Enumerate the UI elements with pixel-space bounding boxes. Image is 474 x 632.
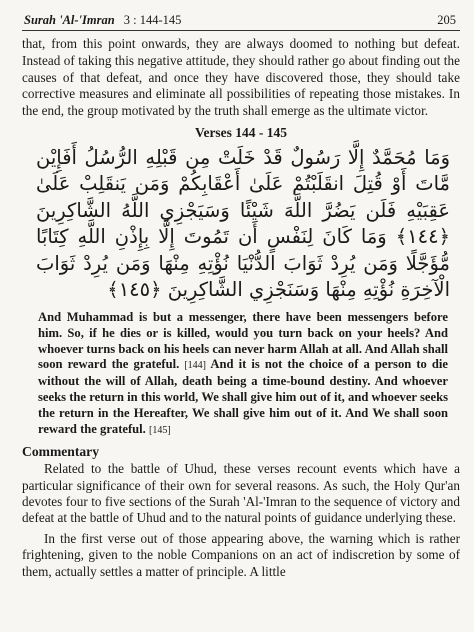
verses-heading: Verses 144 - 145 — [194, 124, 288, 140]
commentary-paragraph-2: In the first verse out of those appearing above, the warning which is rather frightening, given to the noble Companions on an act of indiscretion by some of them, actually settles a matter of principle. A little — [22, 531, 460, 579]
verse-translation — [38, 310, 448, 438]
commentary-paragraph-1: Related to the battle of Uhud, these verses recount events which have a particular significance of their own for several reasons. As such, the Holy Qur'an devotes four to five sections of the Surah 'Al-'Imran to the sequence of victory and defeat at the battle of Uhud and to the natural points of guidance underlying these. — [22, 461, 460, 525]
arabic-verses: وَمَا مُحَمَّدٌ إِلَّا رَسُولٌ قَدْ خَلَتْ مِن قَبْلِهِ الرُّسُلُ أَفَإِيْن مَّاتَ أَوْ قُتِلَ انقَلَبْتُمْ عَلَىٰ أَعْقَابِكُمْ وَمَن يَنقَلِبْ عَلَىٰ عَقِبَيْهِ فَلَن يَضُرَّ اللَّهَ شَيْئًا وَسَيَجْزِي اللَّهُ الشَّاكِرِينَ ﴿١٤٤﴾ وَمَا كَانَ لِنَفْسٍ أَن تَمُوتَ إِلَّا بِإِذْنِ اللَّهِ كِتَابًا مُّؤَجَّلًا وَمَن يُرِدْ ثَوَابَ الدُّنْيَا نُؤْتِهِ مِنْهَا وَمَن يُرِدْ ثَوَابَ الْآخِرَةِ نُؤْتِهِ مِنْهَا وَسَنَجْزِي الشَّاكِرِينَ ﴿١٤٥﴾ — [36, 145, 450, 302]
translation-part-2: And it is not the choice of a person to die without the will of Allah, death being a time-bound destiny. And whoever seeks the return in this world, We shall give him out of it, and whoever seeks the return in the Hereafter, We shall give him out of it. And We shall soon reward the grateful. — [38, 357, 448, 436]
page-header — [22, 10, 460, 31]
surah-name: Surah 'Al-'Imran — [24, 13, 115, 27]
running-head — [24, 13, 181, 28]
commentary-heading: Commentary — [22, 444, 100, 460]
book-page — [22, 10, 460, 580]
translation-part-1: And Muhammad is but a messenger, there have been messengers before him. So, if he dies or is killed, would you turn back on your heels? And whoever turns back on his heels can never harm Allah at all. And Allah shall soon reward the grateful. — [38, 309, 448, 372]
intro-paragraph: that, from this point onwards, they are always doomed to nothing but defeat. Instead of taking this negative attitude, they should rather go about finding out the causes of that defeat, and once they have discovered those, they should take corrective measures and eliminate all possibilities of repeating those mistakes. In the end, the group motivated by the truth shall emerge as the ultimate victor. — [22, 36, 460, 119]
verse-marker-144: [144] — [184, 360, 207, 372]
verse-marker-145: [145] — [149, 424, 171, 436]
page-number: 205 — [437, 13, 456, 27]
verse-reference: 3 : 144-145 — [123, 13, 182, 27]
